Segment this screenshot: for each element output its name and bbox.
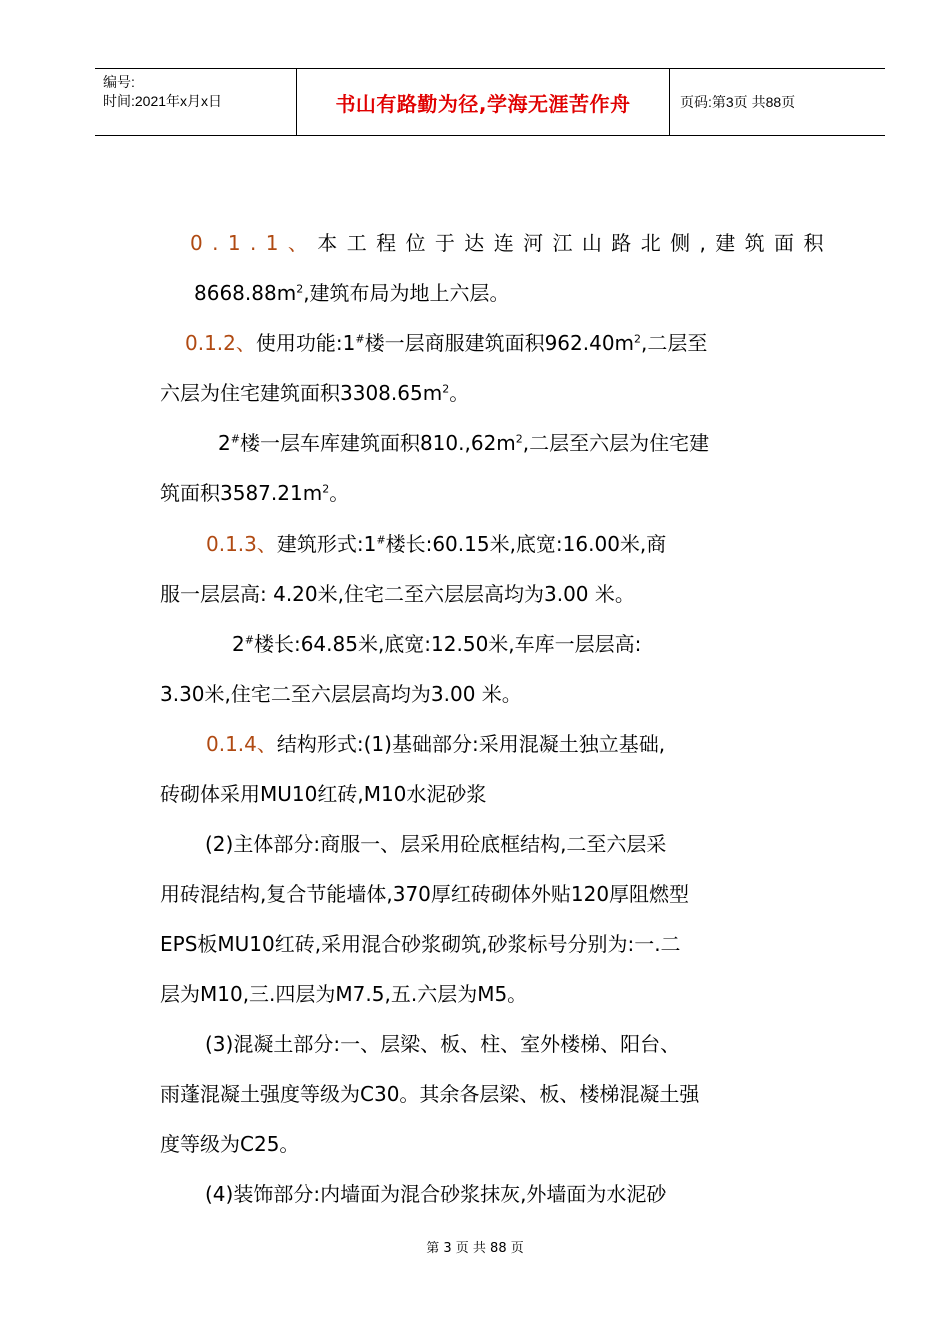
paragraph-6-line-1 — [205, 1030, 680, 1058]
paragraph-text: 使用功能:1 — [255, 331, 356, 355]
paragraph-text: 用砖混结构,复合节能墙体,370厚红砖砌体外贴120厚阻燃型 — [160, 882, 690, 906]
paragraph-text: ,建筑布局为地上六层。 — [303, 281, 510, 305]
paragraph-text: 服一层层高: 4.20米,住宅二至六层层高均为3.00 米。 — [160, 582, 635, 606]
paragraph-5-line-4 — [160, 980, 527, 1008]
paragraph-2b-line-1 — [218, 429, 709, 457]
page-label: 页码:第3页 共88页 — [680, 93, 796, 110]
paragraph-6-line-2 — [160, 1080, 699, 1108]
paragraph-text: 度等级为C25。 — [160, 1132, 300, 1156]
header-meta-cell — [95, 69, 297, 135]
paragraph-5-line-3 — [160, 930, 681, 958]
paragraph-text: (4)装饰部分:内墙面为混合砂浆抹灰,外墙面为水泥砂 — [205, 1182, 667, 1206]
paragraph-3b-line-2 — [160, 680, 522, 708]
paragraph-text: 六层为住宅建筑面积3308.65m — [160, 381, 443, 405]
paragraph-3-line-2 — [160, 580, 635, 608]
paragraph-text: 建筑形式:1 — [276, 532, 377, 556]
paragraph-2-line-2 — [160, 379, 469, 407]
paragraph-text: 3.30米,住宅二至六层层高均为3.00 米。 — [160, 682, 522, 706]
paragraph-5-line-1 — [205, 830, 666, 858]
paragraph-2-line-1 — [185, 329, 707, 357]
superscript: # — [230, 432, 240, 446]
superscript: 2 — [634, 332, 642, 346]
paragraph-text: 2 — [218, 431, 231, 455]
section-number: 0.1.1、 — [190, 231, 318, 255]
superscript: 2 — [296, 282, 304, 296]
paragraph-2b-line-2 — [160, 479, 349, 507]
paragraph-6-line-3 — [160, 1130, 299, 1158]
paragraph-7-line-1 — [205, 1180, 666, 1208]
area-value: 8668.88m — [194, 281, 297, 305]
section-number: 0.1.2、 — [185, 331, 256, 355]
paragraph-1-line-1 — [190, 229, 833, 257]
paragraph-text: 楼长:64.85米,底宽:12.50米,车库一层层高: — [253, 632, 642, 656]
paragraph-3b-line-1 — [232, 630, 641, 658]
paragraph-text: EPS板MU10红砖,采用混合砂浆砌筑,砂浆标号分别为:一.二 — [160, 932, 681, 956]
date-label: 时间:2021年x月x日 — [103, 93, 223, 109]
section-number: 0.1.4、 — [206, 732, 277, 756]
paragraph-text: ,二层至 — [641, 331, 708, 355]
paragraph-text: 结构形式:(1)基础部分:采用混凝土独立基础, — [276, 732, 666, 756]
paragraph-text: (2)主体部分:商服一、层采用砼底框结构,二至六层采 — [205, 832, 667, 856]
paragraph-text: (3)混凝土部分:一、层梁、板、柱、室外楼梯、阳台、 — [205, 1032, 681, 1056]
superscript: 2 — [515, 432, 523, 446]
paragraph-text: 雨蓬混凝土强度等级为C30。其余各层梁、板、楼梯混凝土强 — [160, 1082, 700, 1106]
paragraph-text: 楼一层车库建筑面积810.,62m — [239, 431, 516, 455]
paragraph-1-line-2 — [194, 279, 510, 307]
paragraph-text: 楼长:60.15米,底宽:16.00米,商 — [385, 532, 667, 556]
paragraph-4-line-2 — [160, 780, 486, 808]
paragraph-3-line-1 — [206, 530, 666, 558]
paragraph-text: 砖砌体采用MU10红砖,M10水泥砂浆 — [160, 782, 487, 806]
superscript: # — [244, 633, 254, 647]
section-number: 0.1.3、 — [206, 532, 277, 556]
document-header — [95, 68, 885, 136]
paragraph-text: 2 — [232, 632, 245, 656]
superscript: 2 — [322, 482, 330, 496]
header-page-cell — [670, 69, 885, 135]
superscript: # — [376, 533, 386, 547]
paragraph-text: 楼一层商服建筑面积962.40m — [364, 331, 635, 355]
superscript: 2 — [442, 382, 450, 396]
paragraph-text: 层为M10,三.四层为M7.5,五.六层为M5。 — [160, 982, 528, 1006]
page-footer: 第 3 页 共 88 页 — [426, 1241, 524, 1256]
paragraph-4-line-1 — [206, 730, 665, 758]
code-label: 编号: — [103, 74, 135, 90]
paragraph-text: ,二层至六层为住宅建 — [522, 431, 710, 455]
paragraph-text: 。 — [329, 481, 350, 505]
paragraph-5-line-2 — [160, 880, 689, 908]
paragraph-text: 。 — [449, 381, 470, 405]
superscript: # — [355, 332, 365, 346]
motto-text: 书山有路勤为径,学海无涯苦作舟 — [335, 91, 631, 116]
paragraph-text: 筑面积3587.21m — [160, 481, 323, 505]
paragraph-text: 本工程位于达连河江山路北侧,建筑面积 — [317, 231, 833, 255]
header-motto-cell — [297, 69, 670, 135]
